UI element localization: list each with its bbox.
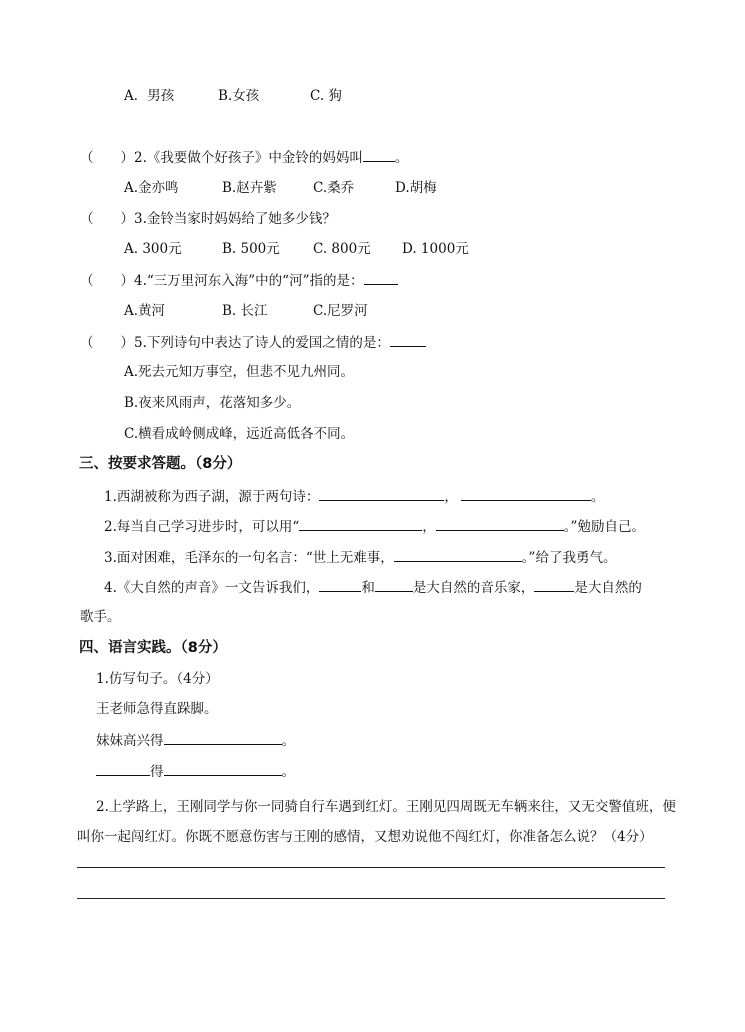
q5-answer-paren[interactable]: （ ） bbox=[80, 335, 134, 351]
s3-q1-line bbox=[104, 487, 604, 506]
s4-q1-line1-blank[interactable] bbox=[164, 731, 282, 745]
s3-q4-blank2[interactable] bbox=[375, 578, 413, 592]
q2-option-b: B.赵卉紫 bbox=[222, 180, 277, 196]
s3-q4-blank3[interactable] bbox=[534, 578, 574, 592]
section3-title: 三、按要求答题。（8分） bbox=[79, 456, 242, 472]
s4-q2-text: 2.上学路上，王刚同学与你一同骑自行车遇到红灯。王刚见四周既无车辆来往，又无交警值班，便叫你一起闯红灯。你既不愿意伤害与王刚的感情，又想劝说他不闯红灯，你准备怎么说？（4分） bbox=[77, 799, 676, 845]
s3-q1-end: 。 bbox=[590, 489, 605, 505]
q3-option-b: B. 500元 bbox=[222, 241, 280, 257]
q5-text: 5.下列诗句中表达了诗人的爱国之情的是： bbox=[134, 335, 390, 351]
q5-option-c: C.横看成岭侧成峰，远近高低各不同。 bbox=[124, 426, 355, 442]
s3-q2-text: 2.每当自己学习进步时，可以用“ bbox=[104, 519, 300, 535]
s3-q3-text: 3.面对困难，毛泽东的一句名言：“世上无难事， bbox=[104, 550, 394, 566]
s4-q1-title: 1.仿写句子。（4分） bbox=[96, 671, 219, 687]
q4-option-a: A.黄河 bbox=[124, 303, 166, 319]
s4-q1-example: 王老师急得直跺脚。 bbox=[96, 701, 218, 717]
s3-q4-blank1[interactable] bbox=[319, 578, 361, 592]
q5-line bbox=[80, 333, 426, 352]
q2-text: 2.《我要做个好孩子》中金铃的妈妈叫 bbox=[134, 150, 363, 166]
q4-answer-paren[interactable]: （ ） bbox=[80, 273, 134, 289]
s3-q3-blank[interactable] bbox=[394, 548, 522, 562]
s4-q1-line2-blank2[interactable] bbox=[164, 762, 282, 776]
s3-q4-mid: 是大自然的音乐家， bbox=[412, 580, 535, 596]
q2-line bbox=[80, 148, 408, 167]
q3-line bbox=[80, 210, 336, 228]
q4-blank[interactable] bbox=[364, 271, 398, 285]
q2-option-a: A.金亦鸣 bbox=[124, 180, 179, 196]
q1-option-a: A．男孩 bbox=[124, 88, 175, 104]
s3-q2-blank2[interactable] bbox=[436, 517, 564, 531]
q3-option-a: A. 300元 bbox=[124, 241, 182, 257]
s4-q1-line2-blank1[interactable] bbox=[96, 762, 150, 776]
q4-text: 4.“三万里河东入海”中的“河”指的是： bbox=[134, 273, 364, 289]
q2-end: 。 bbox=[394, 150, 409, 166]
s3-q4-line bbox=[104, 578, 642, 597]
s4-q1-line2 bbox=[96, 762, 295, 781]
s3-q2-line bbox=[104, 517, 645, 536]
q5-blank[interactable] bbox=[390, 333, 426, 347]
q1-option-b: B.女孩 bbox=[218, 88, 260, 104]
q2-answer-paren[interactable]: （ ） bbox=[80, 150, 134, 166]
s4-q1-line1 bbox=[96, 731, 295, 750]
s3-q2-end: 。”勉励自己。 bbox=[563, 519, 645, 535]
answer-line-2[interactable] bbox=[77, 898, 665, 899]
q2-option-d: D.胡梅 bbox=[395, 180, 437, 196]
s4-q1-line2-end: 。 bbox=[281, 764, 295, 780]
q3-answer-paren[interactable]: （ ） bbox=[80, 211, 134, 227]
s3-q3-end: 。”给了我勇气。 bbox=[521, 550, 617, 566]
s3-q4-text: 4.《大自然的声音》一文告诉我们， bbox=[104, 580, 320, 596]
q2-blank[interactable] bbox=[363, 148, 395, 162]
q5-option-a: A.死去元知万事空，但悲不见九州同。 bbox=[124, 364, 355, 380]
s3-q1-comma: ， bbox=[444, 489, 458, 505]
s3-q2-blank1[interactable] bbox=[299, 517, 422, 531]
s3-q1-text: 1.西湖被称为西子湖，源于两句诗： bbox=[104, 489, 320, 505]
q4-option-c: C.尼罗河 bbox=[313, 303, 368, 319]
s3-q1-blank1[interactable] bbox=[319, 487, 444, 501]
s4-q1-line1-text: 妹妹高兴得 bbox=[96, 733, 164, 749]
answer-line-1[interactable] bbox=[77, 867, 665, 868]
s3-q2-comma: ， bbox=[422, 519, 436, 535]
q4-line bbox=[80, 271, 398, 290]
q3-option-c: C. 800元 bbox=[313, 241, 371, 257]
section4-title: 四、语言实践。（8分） bbox=[79, 640, 227, 656]
s3-q1-blank2[interactable] bbox=[461, 487, 591, 501]
s3-q4-and: 和 bbox=[361, 580, 375, 596]
s3-q3-line bbox=[104, 548, 616, 567]
q4-option-b: B. 长江 bbox=[222, 303, 268, 319]
q1-option-c: C. 狗 bbox=[310, 88, 342, 104]
q2-option-c: C.桑乔 bbox=[313, 180, 355, 196]
s4-q1-line2-text: 得 bbox=[150, 764, 164, 780]
q5-option-b: B.夜来风雨声，花落知多少。 bbox=[124, 395, 301, 411]
q3-text: 3.金铃当家时妈妈给了她多少钱？ bbox=[134, 211, 336, 227]
s3-q4-tail: 是大自然的 bbox=[574, 580, 642, 596]
q3-option-d: D. 1000元 bbox=[402, 241, 469, 257]
s3-q4-continuation: 歌手。 bbox=[80, 609, 121, 625]
s4-q1-line1-end: 。 bbox=[281, 733, 295, 749]
